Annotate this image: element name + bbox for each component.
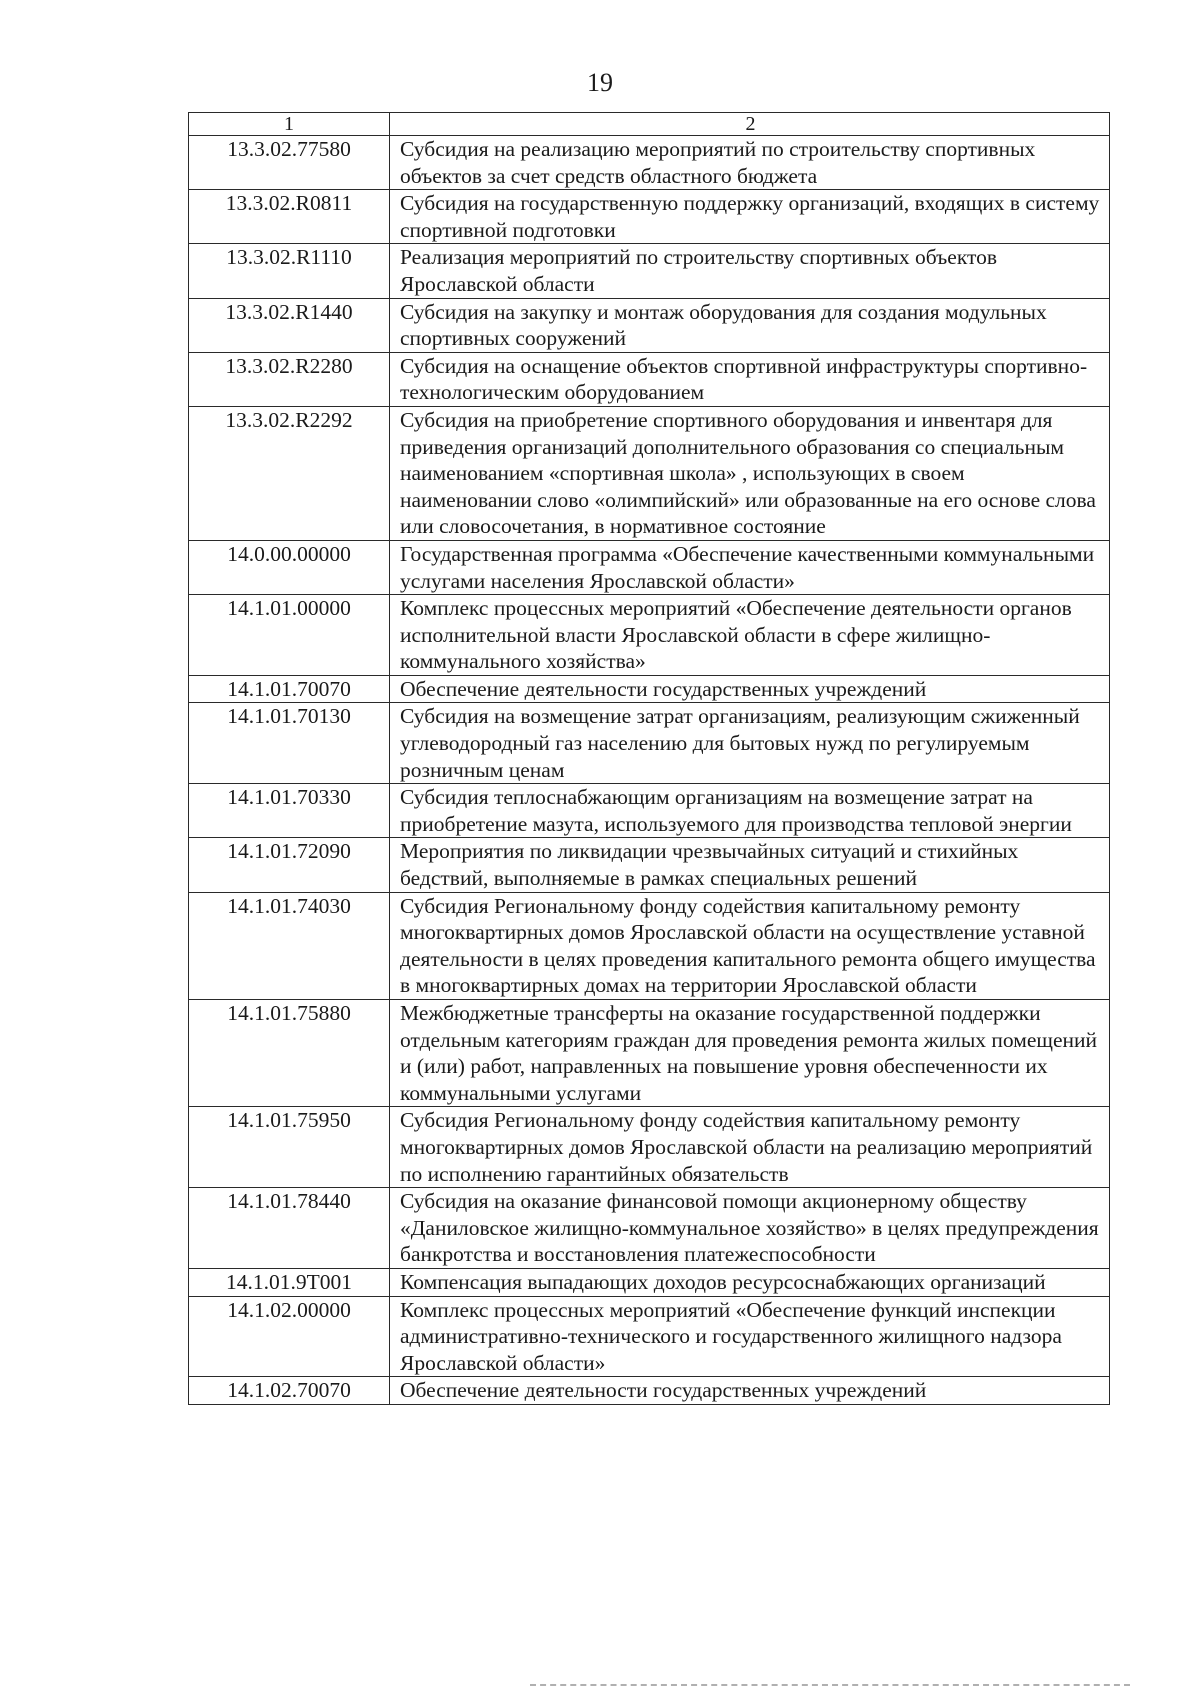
row-name-cell: Субсидия на оснащение объектов спортивной инфраструктуры спортивно-технологическим оборудованием bbox=[390, 352, 1110, 406]
budget-classification-table bbox=[188, 112, 1110, 1405]
table-body bbox=[189, 113, 1110, 1405]
row-code-cell: 14.1.02.00000 bbox=[189, 1296, 390, 1377]
table-row bbox=[189, 1268, 1110, 1296]
row-name-cell: Субсидия на возмещение затрат организациям, реализующим сжиженный углеводородный газ населению для бытовых нужд по регулируемым розничным ценам bbox=[390, 703, 1110, 784]
row-name-cell: Комплекс процессных мероприятий «Обеспечение деятельности органов исполнительной власти Ярославской области в сфере жилищно-коммунального хозяйства» bbox=[390, 595, 1110, 676]
row-code-cell: 13.3.02.R1440 bbox=[189, 298, 390, 352]
row-name-cell: Обеспечение деятельности государственных учреждений bbox=[390, 675, 1110, 703]
table-row bbox=[189, 1377, 1110, 1405]
row-code-cell: 13.3.02.R2280 bbox=[189, 352, 390, 406]
row-name-cell: Субсидия Региональному фонду содействия капитальному ремонту многоквартирных домов Ярославской области на реализацию мероприятий по исполнению гарантийных обязательств bbox=[390, 1107, 1110, 1188]
row-code-cell: 14.1.01.72090 bbox=[189, 838, 390, 892]
row-name-cell: Государственная программа «Обеспечение качественными коммунальными услугами населения Ярославской области» bbox=[390, 540, 1110, 594]
row-name-cell: Субсидия на приобретение спортивного оборудования и инвентаря для приведения организаций дополнительного образования со специальным наименованием «спортивная школа» , использующих в своем наименовании слово «олимпийский» или образованные на его основе слова или словосочетания, в нормативное состояние bbox=[390, 406, 1110, 540]
row-name-cell: Субсидия на реализацию мероприятий по строительству спортивных объектов за счет средств областного бюджета bbox=[390, 136, 1110, 190]
row-name-cell: Субсидия на государственную поддержку организаций, входящих в систему спортивной подготовки bbox=[390, 190, 1110, 244]
row-name-cell: Межбюджетные трансферты на оказание государственной поддержки отдельным категориям граждан для проведения ремонта жилых помещений и (или) работ, направленных на повышение уровня обеспеченности их коммунальными услугами bbox=[390, 1000, 1110, 1107]
table-row bbox=[189, 244, 1110, 298]
row-code-cell: 14.0.00.00000 bbox=[189, 540, 390, 594]
page-number: 19 bbox=[587, 68, 613, 97]
row-code-cell: 14.1.02.70070 bbox=[189, 1377, 390, 1405]
footer-divider bbox=[530, 1684, 1130, 1686]
row-name-cell: Субсидия на закупку и монтаж оборудования для создания модульных спортивных сооружений bbox=[390, 298, 1110, 352]
table-row bbox=[189, 838, 1110, 892]
row-name-cell: Субсидия теплоснабжающим организациям на возмещение затрат на приобретение мазута, используемого для производства тепловой энергии bbox=[390, 784, 1110, 838]
table-row bbox=[189, 1000, 1110, 1107]
row-name-cell: Субсидия на оказание финансовой помощи акционерному обществу «Даниловское жилищно-коммунальное хозяйство» в целях предупреждения банкротства и восстановления платежеспособности bbox=[390, 1188, 1110, 1269]
row-name-cell: Мероприятия по ликвидации чрезвычайных ситуаций и стихийных бедствий, выполняемые в рамках специальных решений bbox=[390, 838, 1110, 892]
table-row bbox=[189, 136, 1110, 190]
row-code-cell: 14.1.01.00000 bbox=[189, 595, 390, 676]
table-row bbox=[189, 540, 1110, 594]
column-header-name: 2 bbox=[390, 113, 1110, 136]
row-code-cell: 14.1.01.78440 bbox=[189, 1188, 390, 1269]
table-row bbox=[189, 352, 1110, 406]
row-code-cell: 14.1.01.9Т001 bbox=[189, 1268, 390, 1296]
table-row bbox=[189, 1107, 1110, 1188]
table-row bbox=[189, 892, 1110, 999]
row-code-cell: 14.1.01.75950 bbox=[189, 1107, 390, 1188]
row-code-cell: 14.1.01.75880 bbox=[189, 1000, 390, 1107]
table-row bbox=[189, 784, 1110, 838]
table-row bbox=[189, 595, 1110, 676]
row-name-cell: Обеспечение деятельности государственных учреждений bbox=[390, 1377, 1110, 1405]
table-row bbox=[189, 406, 1110, 540]
column-header-code: 1 bbox=[189, 113, 390, 136]
table-row bbox=[189, 703, 1110, 784]
row-code-cell: 13.3.02.77580 bbox=[189, 136, 390, 190]
row-name-cell: Компенсация выпадающих доходов ресурсоснабжающих организаций bbox=[390, 1268, 1110, 1296]
row-name-cell: Реализация мероприятий по строительству спортивных объектов Ярославской области bbox=[390, 244, 1110, 298]
row-code-cell: 14.1.01.74030 bbox=[189, 892, 390, 999]
row-name-cell: Субсидия Региональному фонду содействия капитальному ремонту многоквартирных домов Ярославской области на осуществление уставной деятельности в целях проведения капитального ремонта общего имущества в многоквартирных домах на территории Ярославской области bbox=[390, 892, 1110, 999]
row-code-cell: 14.1.01.70070 bbox=[189, 675, 390, 703]
row-code-cell: 14.1.01.70330 bbox=[189, 784, 390, 838]
row-code-cell: 13.3.02.R2292 bbox=[189, 406, 390, 540]
table-row bbox=[189, 1188, 1110, 1269]
table-row bbox=[189, 190, 1110, 244]
table-row bbox=[189, 1296, 1110, 1377]
row-code-cell: 13.3.02.R1110 bbox=[189, 244, 390, 298]
table-row bbox=[189, 298, 1110, 352]
table-row bbox=[189, 675, 1110, 703]
row-name-cell: Комплекс процессных мероприятий «Обеспечение функций инспекции административно-технического и государственного жилищного надзора Ярославской области» bbox=[390, 1296, 1110, 1377]
row-code-cell: 14.1.01.70130 bbox=[189, 703, 390, 784]
row-code-cell: 13.3.02.R0811 bbox=[189, 190, 390, 244]
table-header-row bbox=[189, 113, 1110, 136]
